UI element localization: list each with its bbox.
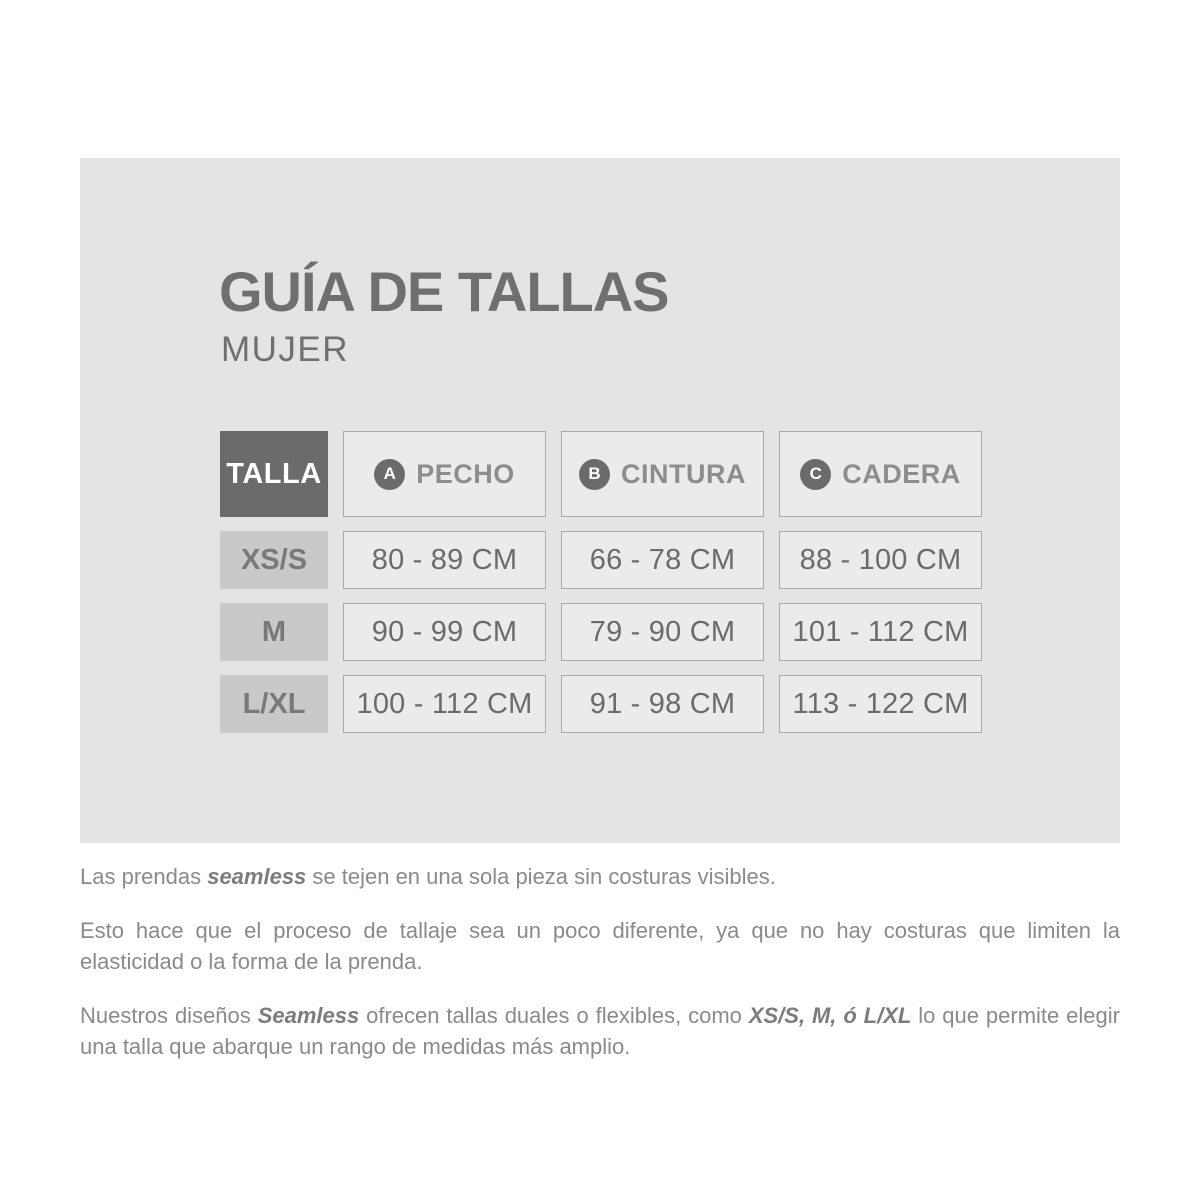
size-label-m: M (220, 603, 328, 661)
page-subtitle: MUJER (221, 330, 350, 369)
measurement-cell-lxl-pecho: 100 - 112 CM (343, 675, 546, 733)
measurement-cell-xss-cintura: 66 - 78 CM (561, 531, 764, 589)
note3-emphasis-seamless: Seamless (257, 1003, 360, 1028)
column-header-pecho (343, 431, 546, 517)
column-label-cintura: CINTURA (621, 458, 746, 489)
note1-text: Las prendas (80, 864, 208, 889)
badge-a-icon: A (374, 459, 405, 490)
size-guide-card (80, 158, 1120, 843)
measurement-cell-m-cadera: 101 - 112 CM (779, 603, 982, 661)
note-paragraph-3 (80, 1000, 1120, 1062)
note1-emphasis-seamless: seamless (207, 864, 307, 889)
measurement-cell-xss-cadera: 88 - 100 CM (779, 531, 982, 589)
column-header-cadera (779, 431, 982, 517)
note-paragraph-2: Esto hace que el proceso de tallaje sea un poco diferente, ya que no hay costuras que limiten la elasticidad o la forma de la prenda. (80, 918, 1120, 974)
measurement-cell-xss-pecho: 80 - 89 CM (343, 531, 546, 589)
notes-section (80, 861, 1120, 1085)
note3-text-mid: ofrecen tallas duales o flexibles, como (359, 1003, 749, 1028)
size-label-xss: XS/S (220, 531, 328, 589)
note3-emphasis-sizes: XS/S, M, ó L/XL (748, 1003, 912, 1028)
page-title: GUÍA DE TALLAS (219, 260, 669, 323)
size-table (220, 431, 982, 733)
measurement-cell-m-pecho: 90 - 99 CM (343, 603, 546, 661)
table-corner-cell-talla: TALLA (220, 431, 328, 517)
measurement-cell-m-cintura: 79 - 90 CM (561, 603, 764, 661)
note3-text: Nuestros diseños (80, 1003, 258, 1028)
column-label-cadera: CADERA (842, 458, 961, 489)
note-paragraph-1 (80, 861, 1120, 892)
column-label-pecho: PECHO (416, 458, 515, 489)
size-label-lxl: L/XL (220, 675, 328, 733)
measurement-cell-lxl-cadera: 113 - 122 CM (779, 675, 982, 733)
badge-b-icon: B (579, 459, 610, 490)
note1-text-end: se tejen en una sola pieza sin costuras visibles. (306, 864, 776, 889)
badge-c-icon: C (800, 459, 831, 490)
measurement-cell-lxl-cintura: 91 - 98 CM (561, 675, 764, 733)
column-header-cintura (561, 431, 764, 517)
note3-text-end: lo que permite elegir una talla que abarque un rango de medidas más amplio. (80, 1003, 1120, 1059)
